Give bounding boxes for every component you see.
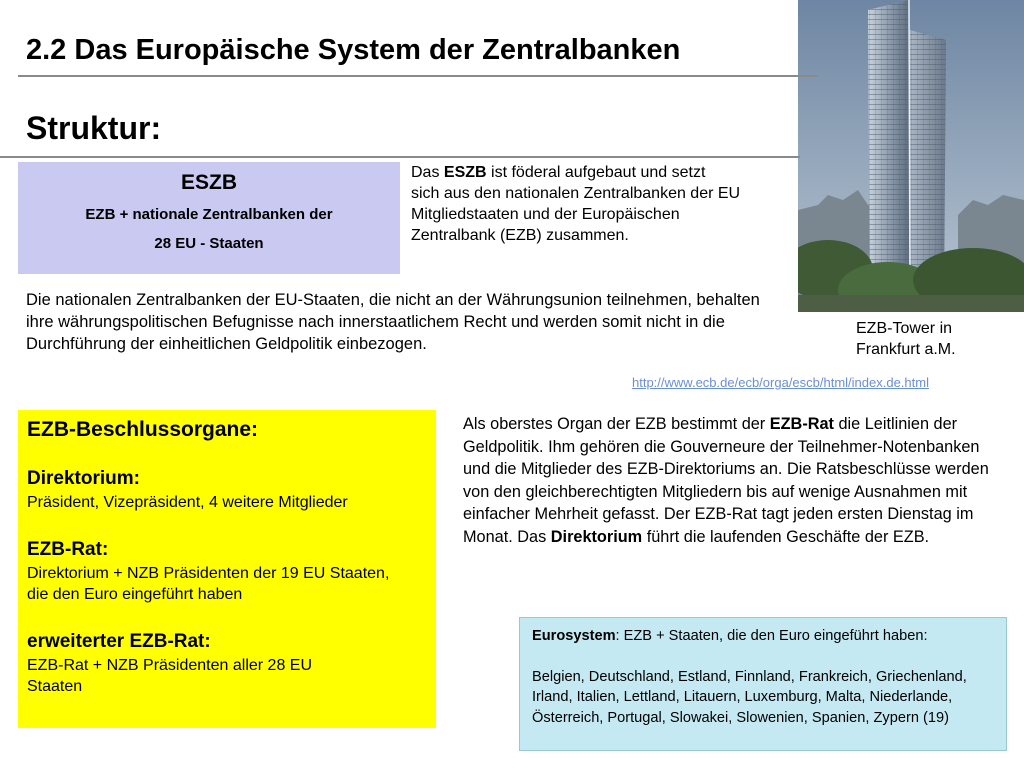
eurosystem-countries: Belgien, Deutschland, Estland, Finnland, Frankreich, Griechenland, Irland, Italien, Lettland, Litauern, Luxemburg, Malta, Niederlande, Österreich, Portugal, Slowakei, Slowenien, Spanien, Zypern (19) (532, 668, 967, 726)
organ-text-erweiterter-rat: EZB-Rat + NZB Präsidenten aller 28 EU Staaten (27, 657, 313, 695)
organ-title-direktorium: Direktorium: (27, 468, 140, 489)
eszb-definition-line1: EZB + nationale Zentralbanken der (85, 206, 333, 223)
rat-text-bold: Direktorium (550, 527, 643, 546)
eszb-desc-line3: Mitgliedstaaten und der Europäischen (411, 206, 680, 223)
eszb-box (18, 162, 400, 274)
eurosystem-label: Eurosystem (532, 628, 616, 644)
eurosystem-definition (532, 626, 1006, 647)
nzb-paragraph: Die nationalen Zentralbanken der EU-Staaten, die nicht an der Währungsunion teilnehmen, behalten ihre währungspolitischen Befugnisse nach innerstaatlichem Recht und werden somit nicht in die Durchführung der einheitlichen Geldpolitik einbezogen. (26, 291, 760, 353)
organ-title-ezb-rat: EZB-Rat: (27, 539, 109, 560)
spacer (532, 647, 1006, 667)
ecb-source-link[interactable]: http://www.ecb.de/ecb/orga/escb/html/index.de.html (632, 375, 929, 390)
organ-text-ezb-rat: Direktorium + NZB Präsidenten der 19 EU Staaten, die den Euro eingeführt haben (27, 565, 390, 603)
subtitle-divider (0, 156, 800, 158)
eszb-desc-line1 (411, 162, 791, 183)
organ-text-direktorium: Präsident, Vizepräsident, 4 weitere Mitglieder (27, 494, 348, 511)
ezb-rat-paragraph (463, 413, 1003, 548)
eszb-desc-bold: ESZB (443, 164, 487, 181)
photo-caption (856, 318, 956, 360)
eurosystem-box (519, 617, 1007, 751)
title-divider (18, 75, 818, 77)
photo-caption-line2: Frankfurt a.M. (856, 341, 956, 358)
rat-text: führt die laufenden Geschäfte der EZB. (642, 527, 930, 546)
eszb-description (411, 162, 791, 246)
slide-subtitle: Struktur: (26, 110, 162, 146)
eszb-desc-text: ist föderal aufgebaut und setzt (486, 164, 706, 181)
rat-text: die Leitlinien der Geldpolitik. Ihm gehören die Gouverneure der Teilnehmer-Notenbanken und die Mitglieder des EZB-Direktoriums an. Die Ratsbeschlüsse werden von den gleichberechtigten Mitgliedern bis auf wenige Ausnahmen mit einfacher Mehrheit gefasst. Der EZB-Rat tagt jeden ersten Dienstag im Monat. Das (463, 415, 989, 546)
eszb-definition-line2: 28 EU - Staaten (154, 235, 264, 252)
eszb-desc-line4: Zentralbank (EZB) zusammen. (411, 227, 629, 244)
eurosystem-definition-text: : EZB + Staaten, die den Euro eingeführt haben: (615, 628, 928, 644)
eszb-desc-text: Das (411, 164, 444, 181)
organs-heading: EZB-Beschlussorgane: (27, 418, 259, 441)
eszb-title: ESZB (180, 171, 237, 194)
ezb-organs-box (18, 410, 436, 728)
ezb-tower-photo (798, 0, 1024, 312)
eszb-desc-line2: sich aus den nationalen Zentralbanken der EU (411, 185, 741, 202)
rat-text-bold: EZB-Rat (769, 415, 834, 433)
slide-title: 2.2 Das Europäische System der Zentralbanken (26, 34, 681, 66)
organ-title-erweiterter-rat: erweiterter EZB-Rat: (27, 631, 211, 652)
rat-text: Als oberstes Organ der EZB bestimmt der (463, 415, 770, 433)
photo-caption-line1: EZB-Tower in (856, 320, 953, 337)
